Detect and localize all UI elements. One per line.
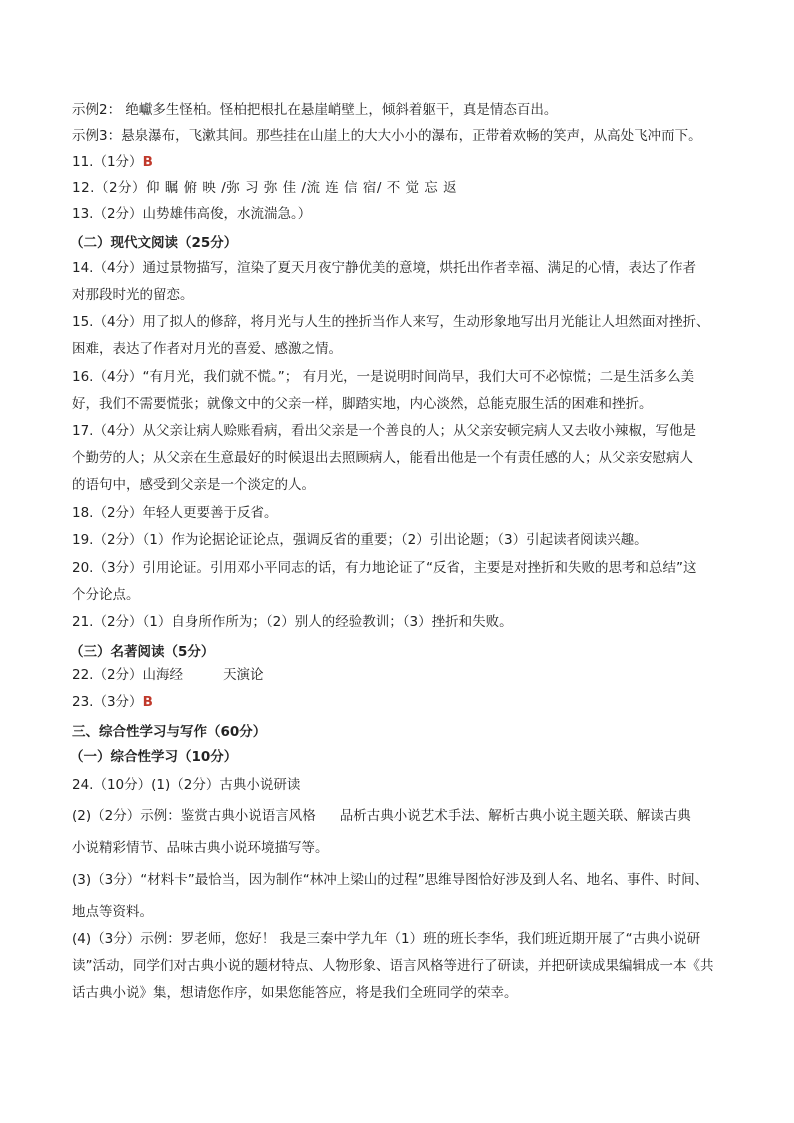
q23-label: 23.（3分） — [72, 694, 143, 710]
q24-4-line-2: 读”活动，同学们对古典小说的题材特点、人物形象、语言风格等进行了研读，并把研读成果编辑成一本《共 — [72, 958, 714, 974]
example-3-label: 示例3： — [72, 128, 122, 144]
q24-3-line-1: (3)（3分）“材料卡”最恰当，因为制作“林冲上梁山的过程”思维导图恰好涉及到人名、地名、事件、时间、 — [72, 872, 709, 888]
q16-line-1: 16.（4分）“有月光，我们就不慌。”； 有月光，一是说明时间尚早，我们大可不必惊慌；二是生活多么美 — [72, 369, 695, 385]
q24-line-1: 24.（10分）(1)（2分）古典小说研读 — [72, 777, 301, 793]
section-integrated-learning-heading: （一）综合性学习（10分） — [70, 749, 238, 765]
q24-2-line-1 — [72, 806, 732, 826]
q15-line-1: 15.（4分）用了拟人的修辞，将月光与人生的挫折当作人来写，生动形象地写出月光能让人坦然面对挫折、 — [72, 314, 710, 330]
q15-line-2: 困难，表达了作者对月光的喜爱、感激之情。 — [72, 341, 342, 357]
example-2-text: 绝巘多生怪柏。怪柏把根扎在悬崖峭壁上，倾斜着躯干，真是情态百出。 — [125, 102, 558, 118]
example-2-line — [72, 100, 732, 120]
example-2-label: 示例2： — [72, 102, 122, 118]
q24-2-part-1: (2)（2分）示例：鉴赏古典小说语言风格 — [72, 808, 316, 824]
q22-answer-2: 天演论 — [223, 667, 264, 683]
q24-2-part-2: 品析古典小说艺术手法、解析古典小说主题关联、解读古典 — [339, 808, 691, 824]
q11-line — [72, 152, 732, 172]
section-modern-reading-heading: （二）现代文阅读（25分） — [70, 235, 238, 251]
q24-4-line-1: (4)（3分）示例：罗老师，您好！ 我是三秦中学九年（1）班的班长李华，我们班近期开展了“古典小说研 — [72, 931, 701, 947]
q22-answer-1: 22.（2分）山海经 — [72, 667, 184, 683]
q24-3-line-2: 地点等资料。 — [72, 904, 153, 920]
q21-line: 21.（2分）（1）自身所作所为；（2）别人的经验教训；（3）挫折和失败。 — [72, 614, 513, 630]
q23-line — [72, 692, 732, 712]
q14-line-2: 对那段时光的留恋。 — [72, 287, 194, 303]
q14-line-1: 14.（4分）通过景物描写，渲染了夏天月夜宁静优美的意境，烘托出作者幸福、满足的心情，表达了作者 — [72, 260, 697, 276]
q11-answer: B — [142, 154, 153, 170]
q20-line-2: 个分论点。 — [72, 587, 140, 603]
q20-line-1: 20.（3分）引用论证。引用邓小平同志的话，有力地论证了“反省，主要是对挫折和失败的思考和总结”这 — [72, 560, 697, 576]
section-integrated-writing-heading: 三、综合性学习与写作（60分） — [72, 724, 267, 740]
q17-line-2: 个勤劳的人；从父亲在生意最好的时候退出去照顾病人，能看出他是一个有责任感的人；从父亲安慰病人 — [72, 450, 693, 466]
section-classics-heading: （三）名著阅读（5分） — [70, 644, 215, 660]
example-3-line — [72, 126, 732, 146]
q18-line: 18.（2分）年轻人更要善于反省。 — [72, 505, 278, 521]
q13-line: 13.（2分）山势雄伟高俊，水流湍急。） — [72, 206, 312, 222]
q16-line-2: 好，我们不需要慌张；就像文中的父亲一样，脚踏实地，内心淡然，总能克服生活的困难和挫折。 — [72, 396, 653, 412]
q24-2-line-2: 小说精彩情节、品味古典小说环境描写等。 — [72, 840, 329, 856]
q19-line: 19.（2分）（1）作为论据论证论点，强调反省的重要；（2）引出论题；（3）引起读者阅读兴趣。 — [72, 532, 648, 548]
example-3-text: 悬泉瀑布，飞漱其间。那些挂在山崖上的大大小小的瀑布，正带着欢畅的笑声，从高处飞冲而下。 — [121, 128, 702, 144]
q23-answer: B — [142, 694, 153, 710]
q17-line-3: 的语句中，感受到父亲是一个淡定的人。 — [72, 477, 315, 493]
q22-line — [72, 665, 732, 685]
q17-line-1: 17.（4分）从父亲让病人赊账看病，看出父亲是一个善良的人；从父亲安顿完病人又去收小辣椒，写他是 — [72, 423, 697, 439]
q11-label: 11.（1分） — [72, 154, 143, 170]
q12-line: 12.（2分）仰 瞩 俯 映 /弥 习 弥 佳 /流 连 信 宿/ 不 觉 忘 返 — [72, 180, 458, 196]
q24-4-line-3: 话古典小说》集，想请您作序，如果您能答应，将是我们全班同学的荣幸。 — [72, 985, 518, 1001]
